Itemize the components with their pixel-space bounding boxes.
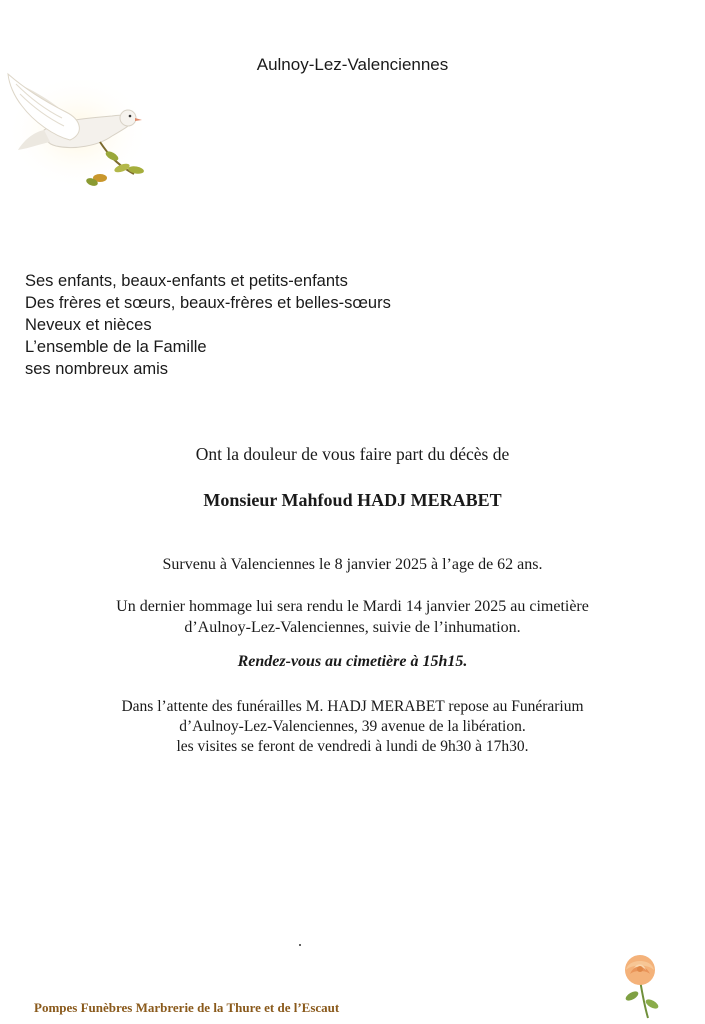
family-line: Des frères et sœurs, beaux-frères et belles-sœurs	[25, 294, 391, 312]
stray-dot	[299, 944, 301, 946]
wake-line: les visites se feront de vendredi à lundi de 9h30 à 17h30.	[176, 738, 529, 755]
family-line: L’ensemble de la Famille	[25, 338, 207, 356]
announcement-text: Ont la douleur de vous faire part du décès de	[195, 444, 510, 464]
wake-line: Dans l’attente des funérailles M. HADJ MERABET repose au Funérarium	[121, 698, 584, 715]
family-line: Neveux et nièces	[25, 316, 152, 334]
death-info: Survenu à Valenciennes le 8 janvier 2025 à l’age de 62 ans.	[162, 556, 543, 573]
homage-line: d’Aulnoy-Lez-Valenciennes, suivie de l’inhumation.	[184, 619, 521, 636]
town-heading: Aulnoy-Lez-Valenciennes	[256, 55, 449, 74]
rendezvous-text: Rendez-vous au cimetière à 15h15.	[237, 653, 468, 670]
homage-line: Un dernier hommage lui sera rendu le Mardi 14 janvier 2025 au cimetière	[116, 598, 589, 615]
dove-icon	[4, 70, 152, 198]
family-line: ses nombreux amis	[25, 360, 169, 378]
homage-paragraph	[0, 596, 705, 638]
family-line: Ses enfants, beaux-enfants et petits-enfants	[25, 272, 348, 290]
deceased-name: Monsieur Mahfoud HADJ MERABET	[203, 490, 502, 510]
family-list	[25, 270, 391, 380]
wake-line: d’Aulnoy-Lez-Valenciennes, 39 avenue de la libération.	[179, 718, 526, 735]
rose-icon	[612, 952, 670, 1020]
wake-paragraph	[0, 697, 705, 757]
funeral-company: Pompes Funèbres Marbrerie de la Thure et de l’Escaut	[34, 1000, 340, 1015]
